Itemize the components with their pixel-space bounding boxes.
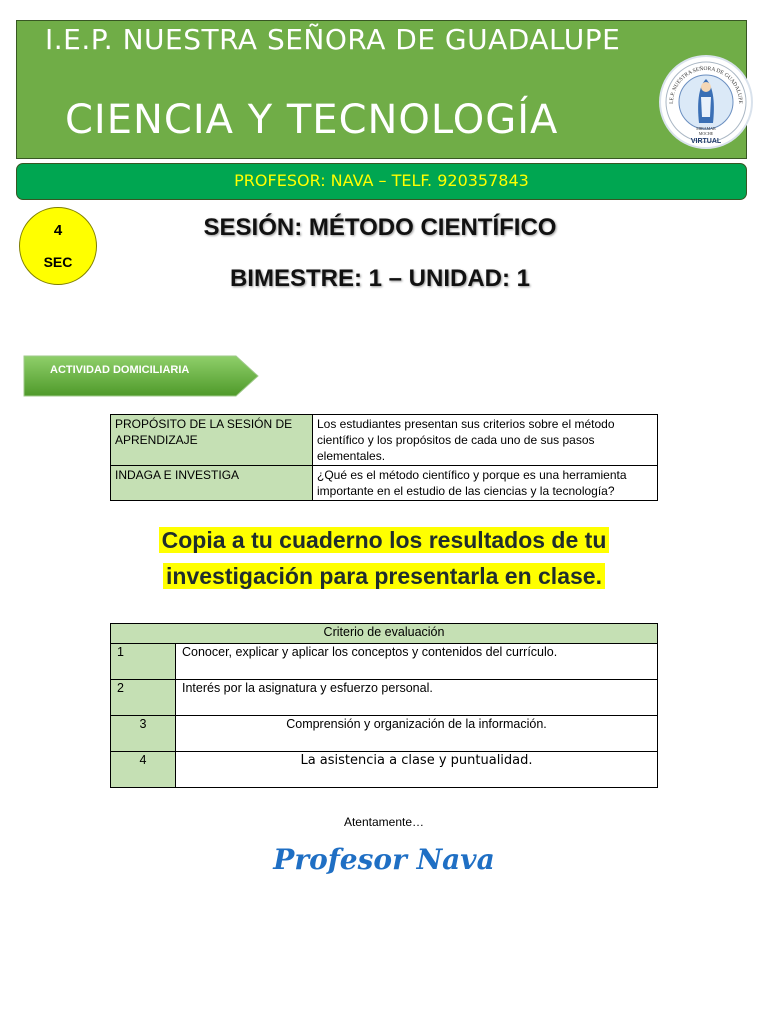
instruction-line-1 (0, 527, 768, 554)
instruction-text-1: Copia a tu cuaderno los resultados de tu (159, 527, 610, 553)
table-header-row (111, 624, 658, 644)
session-title: SESIÓN: MÉTODO CIENTÍFICO (203, 214, 557, 241)
session-info-table (110, 414, 658, 501)
evaluation-criteria-table (110, 623, 658, 788)
criteria-text: La asistencia a clase y puntualidad. (176, 752, 658, 788)
teacher-contact-bar: PROFESOR: NAVA – TELF. 920357843 (16, 163, 747, 200)
criteria-text: Comprensión y organización de la información. (176, 716, 658, 752)
instruction-text-2: investigación para presentarla en clase. (163, 563, 605, 589)
school-seal-logo (659, 55, 753, 149)
inquiry-label: INDAGA E INVESTIGA (111, 466, 313, 501)
activity-label: ACTIVIDAD DOMICILIARIA (50, 364, 190, 376)
table-row (111, 466, 658, 501)
criteria-text: Interés por la asignatura y esfuerzo personal. (176, 680, 658, 716)
criteria-number: 2 (111, 680, 176, 716)
table-row (111, 680, 658, 716)
purpose-text: Los estudiantes presentan sus criterios sobre el método científico y los propósitos de cada uno de sus pasos elementales. (313, 415, 658, 466)
criteria-header: Criterio de evaluación (111, 624, 658, 644)
subject-title: CIENCIA Y TECNOLOGÍA (65, 97, 559, 143)
closing-text: Atentamente… (343, 815, 425, 829)
purpose-label: PROPÓSITO DE LA SESIÓN DE APRENDIZAJE (111, 415, 313, 466)
teacher-signature: Profesor Nava (273, 843, 495, 876)
criteria-number: 3 (111, 716, 176, 752)
seal-bottom-text: VIRTUAL (690, 138, 722, 145)
seal-line1: MIRAMAR (696, 126, 716, 131)
criteria-number: 4 (111, 752, 176, 788)
table-row (111, 752, 658, 788)
instruction-line-2 (0, 563, 768, 590)
header-banner (16, 20, 747, 159)
criteria-text: Conocer, explicar y aplicar los conceptos y contenidos del currículo. (176, 644, 658, 680)
inquiry-text: ¿Qué es el método científico y porque es una herramienta importante en el estudio de las ciencias y la tecnología? (313, 466, 658, 501)
seal-line2: MOCHE (698, 131, 714, 136)
bimester-title: BIMESTRE: 1 – UNIDAD: 1 (229, 265, 531, 292)
school-name: I.E.P. NUESTRA SEÑORA DE GUADALUPE (45, 23, 621, 56)
activity-arrow-label (22, 354, 260, 398)
table-row (111, 415, 658, 466)
criteria-number: 1 (111, 644, 176, 680)
grade-number: 4 (53, 222, 63, 239)
table-row (111, 644, 658, 680)
grade-badge (19, 207, 97, 285)
arrow-shape-icon (22, 354, 262, 400)
table-row (111, 716, 658, 752)
seal-top-text: I.E.P. NUESTRA SEÑORA DE GUADALUPE (668, 65, 744, 104)
grade-level: SEC (43, 254, 73, 270)
virgin-seal-icon (661, 57, 751, 147)
